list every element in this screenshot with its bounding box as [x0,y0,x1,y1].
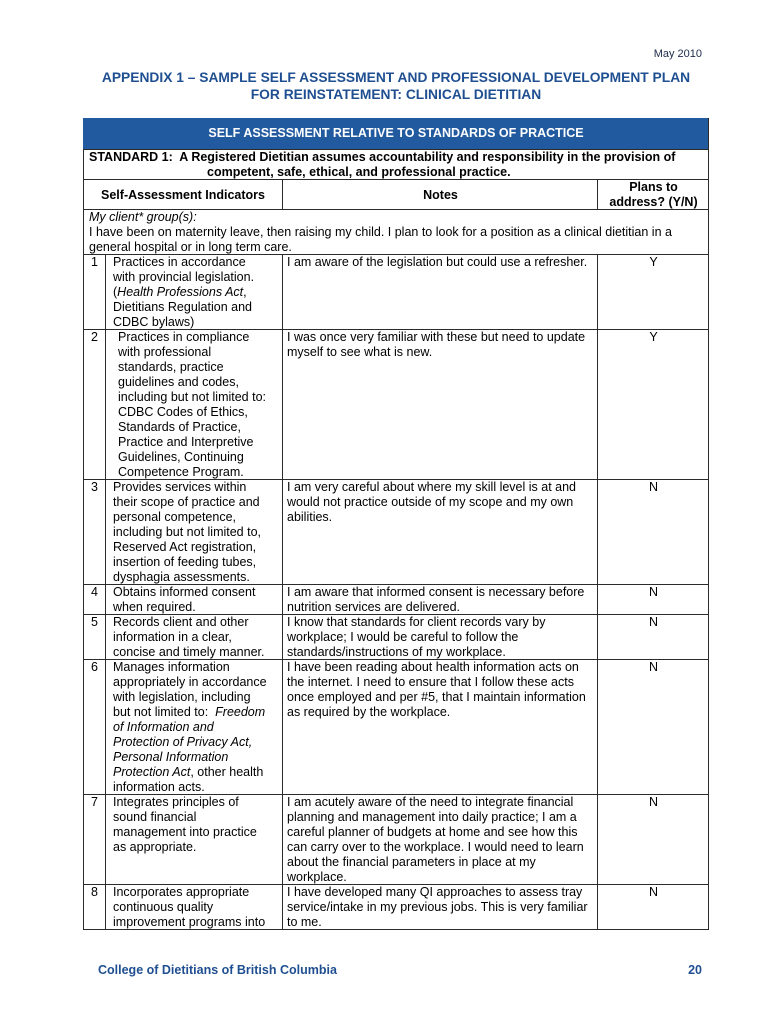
notes-line: planning and management into daily practice; I am a [287,810,577,824]
indicator-line: Reserved Act registration, [113,540,257,554]
italic-title-text: Protection of Privacy Act, [113,735,253,749]
notes-line: nutrition services are delivered. [287,600,460,614]
indicator-number: 3 [83,480,106,585]
standard-row [83,150,709,180]
indicator-cell [106,795,283,885]
italic-title-text: of Information and [113,720,214,734]
indicator-line: improvement programs into [113,915,266,929]
notes-line: myself to see what is new. [287,345,433,359]
italic-title-text: Health Professions Act [117,285,244,299]
indicator-cell [106,585,283,615]
indicator-line: Practices in compliance [118,330,250,344]
indicator-number: 7 [83,795,106,885]
notes-line: I have been reading about health information acts on [287,660,579,674]
indicator-line: including but not limited to: [118,390,267,404]
column-header-plans [598,180,709,210]
client-group-text-line: I have been on maternity leave, then raising my child. I plan to look for a position as a clinical dietitian in a [89,225,672,239]
page-number: 20 [688,963,702,977]
plans-cell: N [598,585,709,615]
indicator-number: 8 [83,885,106,930]
indicator-cell [106,255,283,330]
notes-line: service/intake in my previous jobs. This is very familiar [287,900,588,914]
indicator-line: Dietitians Regulation and [113,300,252,314]
notes-cell [283,615,598,660]
indicator-line: personal competence, [113,510,236,524]
indicator-line: Provides services within [113,480,247,494]
notes-line: I am acutely aware of the need to integrate financial [287,795,574,809]
standard-text: A Registered Dietitian assumes accountability and responsibility in the provision of [179,150,676,164]
indicator-line: Manages information [113,660,230,674]
notes-cell [283,330,598,480]
indicator-line [113,765,283,780]
plans-header-line-1: Plans to [629,180,678,194]
notes-cell [283,585,598,615]
table-row [83,660,709,795]
indicator-line: including but not limited to, [113,525,262,539]
indicator-line: Records client and other [113,615,249,629]
indicator-line [113,735,283,750]
notes-line: I am aware of the legislation but could use a refresher. [287,255,588,269]
table-row [83,255,709,330]
notes-cell [283,795,598,885]
indicator-line: information in a clear, [113,630,232,644]
indicator-line: sound financial [113,810,197,824]
indicator-line: Competence Program. [118,465,244,479]
indicator-line: with provincial legislation. [113,270,255,284]
table-row [83,480,709,585]
indicator-line: continuous quality [113,900,214,914]
indicator-number: 6 [83,660,106,795]
page-title [83,69,709,103]
indicator-line: Practice and Interpretive [118,435,254,449]
plans-cell: Y [598,330,709,480]
notes-cell [283,255,598,330]
notes-line: careful planner of budgets at home and see how this [287,825,578,839]
notes-line: standards/instructions of my workplace. [287,645,506,659]
indicator-line: as appropriate. [113,840,197,854]
indicator-line: Standards of Practice, [118,420,241,434]
indicator-line: appropriately in accordance [113,675,267,689]
plans-cell: N [598,885,709,930]
title-line-2: FOR REINSTATEMENT: CLINICAL DIETITIAN [250,87,542,102]
standard-statement [83,150,709,180]
notes-line: about the financial parameters in place at my [287,855,536,869]
plans-header-line-2: address? (Y/N) [609,195,698,209]
italic-title-text: Personal Information [113,750,229,764]
notes-line: I was once very familiar with these but need to update [287,330,586,344]
notes-line: the internet. I need to ensure that I follow these acts [287,675,574,689]
table-row [83,330,709,480]
text-segment: , other health [190,765,264,779]
notes-line: I am aware that informed consent is necessary before [287,585,585,599]
indicator-line: information acts. [113,780,205,794]
notes-cell [283,480,598,585]
indicator-line: guidelines and codes, [118,375,239,389]
column-header-indicators: Self-Assessment Indicators [83,180,283,210]
plans-cell: N [598,660,709,795]
plans-cell: N [598,480,709,585]
table-row [83,795,709,885]
notes-cell [283,885,598,930]
indicator-line: their scope of practice and [113,495,260,509]
indicator-line: with professional [118,345,212,359]
text-segment: but not limited to: [113,705,216,719]
indicator-cell [106,480,283,585]
indicator-line: when required. [113,600,196,614]
indicator-line: CDBC Codes of Ethics, [118,405,248,419]
notes-line: can carry over to the workplace. I would need to learn [287,840,584,854]
indicator-rows [83,255,709,930]
plans-cell: N [598,795,709,885]
indicator-line [113,750,283,765]
notes-line: to me. [287,915,322,929]
indicator-cell [106,615,283,660]
table-row [83,585,709,615]
notes-line: as required by the workplace. [287,705,451,719]
notes-line: workplace. [287,870,347,884]
notes-line: I am very careful about where my skill level is at and [287,480,577,494]
indicator-line: with legislation, including [113,690,251,704]
standard-line-1 [89,150,709,165]
indicator-cell [106,885,283,930]
table-banner-row [83,118,709,150]
indicator-number: 2 [83,330,106,480]
indicator-line [113,285,283,300]
notes-line: I know that standards for client records vary by [287,615,546,629]
header-date: May 2010 [653,48,702,60]
client-group-label: My client* group(s): [89,210,197,224]
plans-cell: Y [598,255,709,330]
indicator-line [113,705,283,720]
client-group-text-line: general hospital or in long term care. [89,240,292,254]
indicator-line: Incorporates appropriate [113,885,250,899]
notes-line: workplace; I would be careful to follow the [287,630,519,644]
indicator-line [113,720,283,735]
table-row [83,615,709,660]
table-banner: SELF ASSESSMENT RELATIVE TO STANDARDS OF PRACTICE [83,118,709,150]
notes-line: would not practice outside of my scope and my own [287,495,574,509]
indicator-line: management into practice [113,825,257,839]
title-line-1: APPENDIX 1 – SAMPLE SELF ASSESSMENT AND PROFESSIONAL DEVELOPMENT PLAN [101,70,691,85]
indicator-line: CDBC bylaws) [113,315,195,329]
plans-cell: N [598,615,709,660]
indicator-line: concise and timely manner. [113,645,265,659]
indicator-line: Guidelines, Continuing [118,450,244,464]
table-row [83,885,709,930]
indicator-line: insertion of feeding tubes, [113,555,257,569]
indicator-line: standards, practice [118,360,224,374]
indicator-line: dysphagia assessments. [113,570,250,584]
indicator-number: 5 [83,615,106,660]
indicator-cell [106,330,283,480]
column-header-notes: Notes [283,180,598,210]
text-segment: ( [113,285,118,299]
indicator-number: 1 [83,255,106,330]
notes-line: abilities. [287,510,333,524]
standard-label: STANDARD 1: [89,150,173,164]
text-segment: , [243,285,247,299]
indicator-line: Integrates principles of [113,795,239,809]
italic-title-text: Protection Act [113,765,191,779]
standard-line-2: competent, safe, ethical, and professional practice. [207,165,511,179]
indicator-line: Practices in accordance [113,255,246,269]
notes-line: once employed and per #5, that I maintain information [287,690,586,704]
client-group-row [83,210,709,255]
notes-line: I have developed many QI approaches to assess tray [287,885,583,899]
notes-cell [283,660,598,795]
client-group-cell [83,210,709,255]
indicator-line: Obtains informed consent [113,585,256,599]
column-header-row [83,180,709,210]
footer-organization: College of Dietitians of British Columbia [98,963,337,977]
self-assessment-table [83,118,709,930]
indicator-cell [106,660,283,795]
indicator-number: 4 [83,585,106,615]
italic-title-text: Freedom [215,705,266,719]
